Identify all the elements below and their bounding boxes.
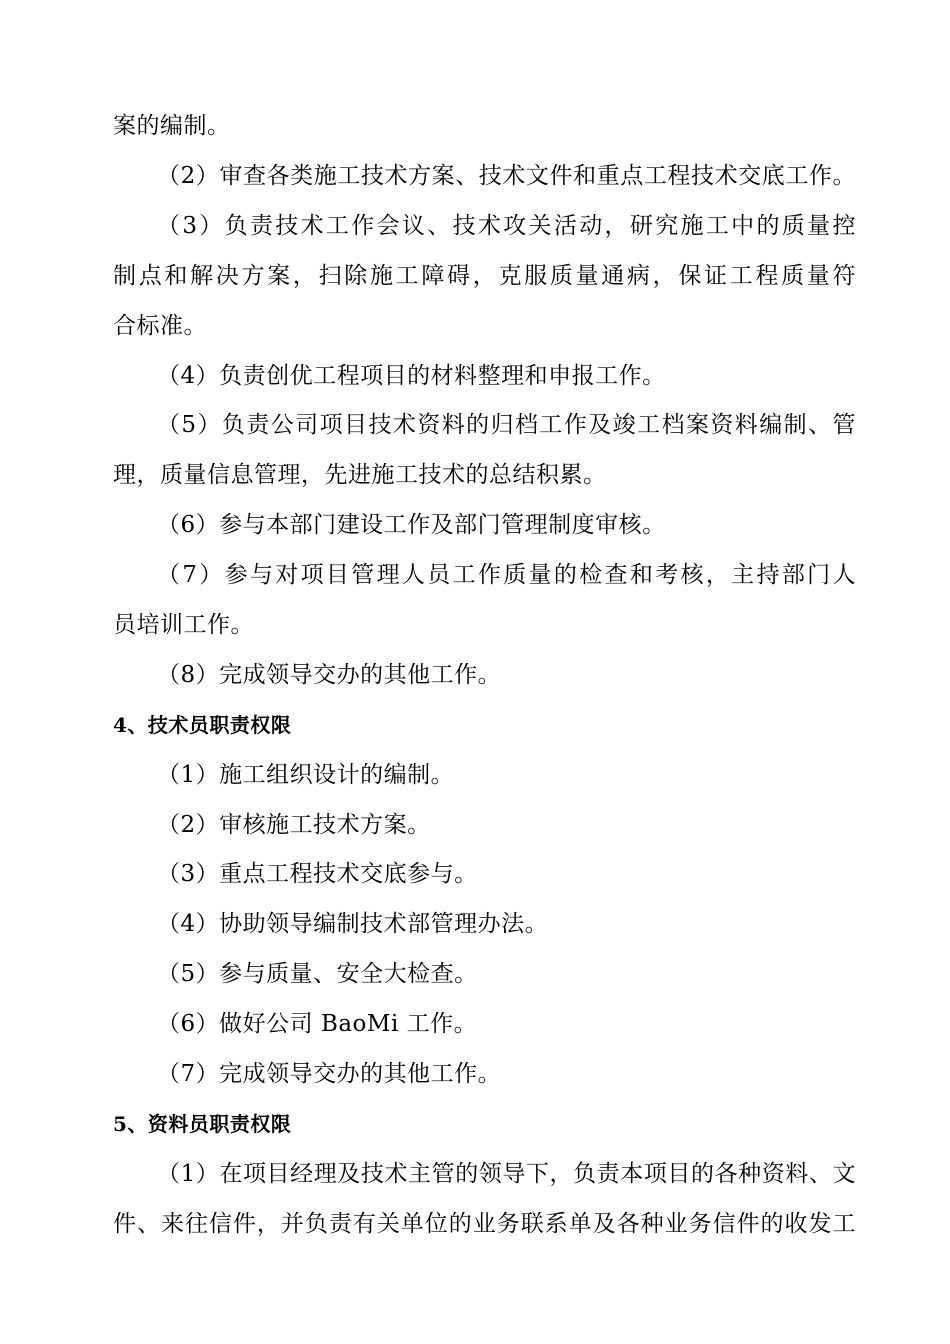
text-line: （7）完成领导交办的其他工作。 bbox=[157, 1061, 502, 1087]
section-heading: 4、技术员职责权限 bbox=[113, 713, 292, 737]
text-line: （2）审查各类施工技术方案、技术文件和重点工程技术交底工作。 bbox=[157, 163, 856, 189]
text-line: （7）参与对项目管理人员工作质量的检查和考核，主持部门人 bbox=[157, 562, 856, 588]
text-line: （1）施工组织设计的编制。 bbox=[157, 762, 455, 788]
text-line: （3）重点工程技术交底参与。 bbox=[157, 861, 478, 887]
text-line: 员培训工作。 bbox=[113, 612, 254, 638]
text-line: （6）参与本部门建设工作及部门管理制度审核。 bbox=[157, 512, 666, 538]
text-line: （4）协助领导编制技术部管理办法。 bbox=[157, 911, 549, 937]
text-line: 制点和解决方案，扫除施工障碍，克服质量通病，保证工程质量符 bbox=[113, 263, 856, 289]
section-heading: 5、资料员职责权限 bbox=[113, 1112, 292, 1136]
text-line: （3）负责技术工作会议、技术攻关活动，研究施工中的质量控 bbox=[157, 213, 856, 239]
text-line: （5）负责公司项目技术资料的归档工作及竣工档案资料编制、管 bbox=[157, 412, 856, 438]
text-line: （4）负责创优工程项目的材料整理和申报工作。 bbox=[157, 363, 666, 389]
text-line: （1）在项目经理及技术主管的领导下，负责本项目的各种资料、文 bbox=[157, 1161, 856, 1187]
text-line: 合标准。 bbox=[113, 313, 207, 339]
text-line: （6）做好公司 BaoMi 工作。 bbox=[157, 1011, 478, 1037]
text-line: （5）参与质量、安全大检查。 bbox=[157, 961, 478, 987]
text-line: （8）完成领导交办的其他工作。 bbox=[157, 662, 502, 688]
text-line: 理，质量信息管理，先进施工技术的总结积累。 bbox=[113, 462, 607, 488]
text-line: 案的编制。 bbox=[113, 113, 231, 139]
text-line: （2）审核施工技术方案。 bbox=[157, 812, 431, 838]
text-line: 件、来往信件，并负责有关单位的业务联系单及各种业务信件的收发工 bbox=[113, 1211, 856, 1237]
